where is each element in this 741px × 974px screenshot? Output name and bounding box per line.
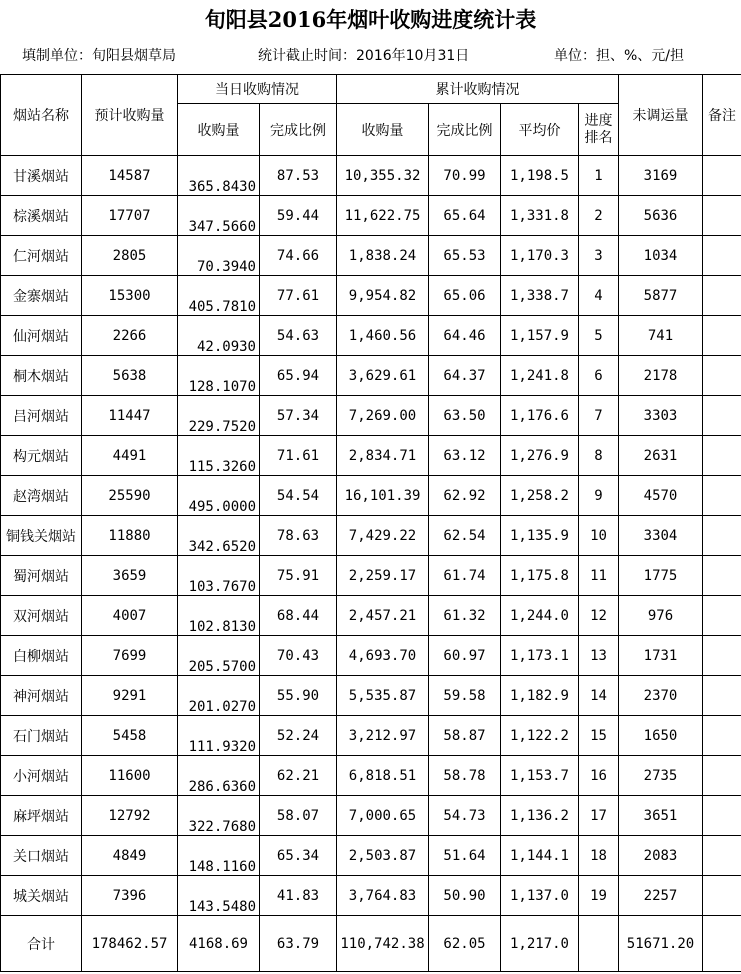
station-name: 蜀河烟站 xyxy=(1,556,82,596)
cumulative-qty: 3,764.83 xyxy=(337,876,429,916)
planned-qty: 2266 xyxy=(82,316,178,356)
daily-rate: 52.24 xyxy=(260,716,337,756)
planned-qty: 2805 xyxy=(82,236,178,276)
cumulative-qty: 1,460.56 xyxy=(337,316,429,356)
daily-qty: 148.1160 xyxy=(178,836,260,876)
planned-qty: 11880 xyxy=(82,516,178,556)
average-price: 1,176.6 xyxy=(501,396,579,436)
cumulative-qty: 6,818.51 xyxy=(337,756,429,796)
progress-rank: 3 xyxy=(579,236,619,276)
station-name: 麻坪烟站 xyxy=(1,796,82,836)
cumulative-rate: 63.50 xyxy=(429,396,501,436)
progress-rank: 7 xyxy=(579,396,619,436)
progress-rank: 12 xyxy=(579,596,619,636)
remark xyxy=(703,356,741,396)
progress-rank: 13 xyxy=(579,636,619,676)
station-name: 城关烟站 xyxy=(1,876,82,916)
table-row xyxy=(1,876,741,916)
table-row xyxy=(1,556,741,596)
planned-qty: 11600 xyxy=(82,756,178,796)
cumulative-rate: 51.64 xyxy=(429,836,501,876)
remark xyxy=(703,476,741,516)
daily-qty: 115.3260 xyxy=(178,436,260,476)
daily-qty: 42.0930 xyxy=(178,316,260,356)
daily-rate: 74.66 xyxy=(260,236,337,276)
untransported-qty: 5636 xyxy=(619,196,703,236)
average-price: 1,175.8 xyxy=(501,556,579,596)
total-cumulative-qty: 110,742.38 xyxy=(337,916,429,972)
average-price: 1,182.9 xyxy=(501,676,579,716)
table-row xyxy=(1,156,741,196)
total-station-name: 合计 xyxy=(1,916,82,972)
station-name: 石门烟站 xyxy=(1,716,82,756)
daily-rate: 57.34 xyxy=(260,396,337,436)
cumulative-qty: 5,535.87 xyxy=(337,676,429,716)
cumulative-rate: 64.46 xyxy=(429,316,501,356)
progress-rank: 15 xyxy=(579,716,619,756)
cumulative-qty: 7,429.22 xyxy=(337,516,429,556)
cumulative-rate: 65.53 xyxy=(429,236,501,276)
average-price: 1,135.9 xyxy=(501,516,579,556)
progress-rank: 10 xyxy=(579,516,619,556)
cumulative-rate: 61.74 xyxy=(429,556,501,596)
progress-rank: 6 xyxy=(579,356,619,396)
header-cumulative-group: 累计收购情况 xyxy=(337,75,619,104)
daily-qty: 322.7680 xyxy=(178,796,260,836)
table-row xyxy=(1,236,741,276)
average-price: 1,137.0 xyxy=(501,876,579,916)
cumulative-rate: 63.12 xyxy=(429,436,501,476)
daily-qty: 405.7810 xyxy=(178,276,260,316)
cumulative-qty: 7,000.65 xyxy=(337,796,429,836)
total-average-price: 1,217.0 xyxy=(501,916,579,972)
purchase-progress-table xyxy=(0,74,741,972)
daily-rate: 78.63 xyxy=(260,516,337,556)
remark xyxy=(703,876,741,916)
cumulative-rate: 65.06 xyxy=(429,276,501,316)
cumulative-rate: 58.87 xyxy=(429,716,501,756)
daily-rate: 58.07 xyxy=(260,796,337,836)
untransported-qty: 2370 xyxy=(619,676,703,716)
remark xyxy=(703,716,741,756)
daily-qty: 286.6360 xyxy=(178,756,260,796)
total-planned-qty: 178462.57 xyxy=(82,916,178,972)
cumulative-rate: 62.54 xyxy=(429,516,501,556)
header-rank: 进度排名 xyxy=(579,104,619,156)
planned-qty: 15300 xyxy=(82,276,178,316)
table-row xyxy=(1,756,741,796)
table-row xyxy=(1,436,741,476)
cumulative-qty: 2,457.21 xyxy=(337,596,429,636)
daily-qty: 342.6520 xyxy=(178,516,260,556)
daily-rate: 70.43 xyxy=(260,636,337,676)
cumulative-rate: 50.90 xyxy=(429,876,501,916)
cumulative-qty: 16,101.39 xyxy=(337,476,429,516)
total-daily-rate: 63.79 xyxy=(260,916,337,972)
header-remark: 备注 xyxy=(703,75,741,156)
cumulative-qty: 3,212.97 xyxy=(337,716,429,756)
remark xyxy=(703,596,741,636)
progress-rank: 11 xyxy=(579,556,619,596)
cumulative-qty: 10,355.32 xyxy=(337,156,429,196)
daily-qty: 143.5480 xyxy=(178,876,260,916)
planned-qty: 3659 xyxy=(82,556,178,596)
cumulative-rate: 58.78 xyxy=(429,756,501,796)
average-price: 1,198.5 xyxy=(501,156,579,196)
average-price: 1,173.1 xyxy=(501,636,579,676)
remark xyxy=(703,236,741,276)
daily-rate: 55.90 xyxy=(260,676,337,716)
header-daily-qty: 收购量 xyxy=(178,104,260,156)
table-row xyxy=(1,836,741,876)
untransported-qty: 1775 xyxy=(619,556,703,596)
untransported-qty: 2735 xyxy=(619,756,703,796)
daily-rate: 68.44 xyxy=(260,596,337,636)
remark xyxy=(703,636,741,676)
station-name: 神河烟站 xyxy=(1,676,82,716)
daily-qty: 229.7520 xyxy=(178,396,260,436)
station-name: 铜钱关烟站 xyxy=(1,516,82,556)
total-remark xyxy=(703,916,741,972)
untransported-qty: 3169 xyxy=(619,156,703,196)
daily-qty: 365.8430 xyxy=(178,156,260,196)
untransported-qty: 2083 xyxy=(619,836,703,876)
planned-qty: 11447 xyxy=(82,396,178,436)
untransported-qty: 4570 xyxy=(619,476,703,516)
cumulative-qty: 7,269.00 xyxy=(337,396,429,436)
cumulative-rate: 59.58 xyxy=(429,676,501,716)
header-untransported: 未调运量 xyxy=(619,75,703,156)
progress-rank: 1 xyxy=(579,156,619,196)
progress-rank: 9 xyxy=(579,476,619,516)
station-name: 金寨烟站 xyxy=(1,276,82,316)
cumulative-rate: 70.99 xyxy=(429,156,501,196)
cumulative-qty: 2,259.17 xyxy=(337,556,429,596)
daily-qty: 495.0000 xyxy=(178,476,260,516)
daily-qty: 103.7670 xyxy=(178,556,260,596)
untransported-qty: 5877 xyxy=(619,276,703,316)
progress-rank: 4 xyxy=(579,276,619,316)
table-row xyxy=(1,716,741,756)
daily-rate: 87.53 xyxy=(260,156,337,196)
table-row xyxy=(1,516,741,556)
planned-qty: 5458 xyxy=(82,716,178,756)
daily-qty: 111.9320 xyxy=(178,716,260,756)
remark xyxy=(703,276,741,316)
station-name: 吕河烟站 xyxy=(1,396,82,436)
header-row-1 xyxy=(1,75,741,104)
cumulative-qty: 9,954.82 xyxy=(337,276,429,316)
table-row xyxy=(1,636,741,676)
daily-qty: 70.3940 xyxy=(178,236,260,276)
table-row xyxy=(1,356,741,396)
cumulative-qty: 1,838.24 xyxy=(337,236,429,276)
progress-rank: 14 xyxy=(579,676,619,716)
table-row xyxy=(1,316,741,356)
average-price: 1,241.8 xyxy=(501,356,579,396)
untransported-qty: 2257 xyxy=(619,876,703,916)
daily-rate: 65.94 xyxy=(260,356,337,396)
progress-rank: 18 xyxy=(579,836,619,876)
untransported-qty: 1650 xyxy=(619,716,703,756)
station-name: 关口烟站 xyxy=(1,836,82,876)
untransported-qty: 3651 xyxy=(619,796,703,836)
station-name: 构元烟站 xyxy=(1,436,82,476)
progress-rank: 17 xyxy=(579,796,619,836)
station-name: 甘溪烟站 xyxy=(1,156,82,196)
average-price: 1,144.1 xyxy=(501,836,579,876)
station-name: 小河烟站 xyxy=(1,756,82,796)
total-daily-qty: 4168.69 xyxy=(178,916,260,972)
daily-rate: 62.21 xyxy=(260,756,337,796)
planned-qty: 4007 xyxy=(82,596,178,636)
reporting-unit: 填制单位：旬阳县烟草局 xyxy=(22,48,176,64)
average-price: 1,122.2 xyxy=(501,716,579,756)
planned-qty: 17707 xyxy=(82,196,178,236)
planned-qty: 4491 xyxy=(82,436,178,476)
daily-rate: 54.63 xyxy=(260,316,337,356)
cutoff-date: 统计截止时间：2016年10月31日 xyxy=(258,48,470,64)
planned-qty: 14587 xyxy=(82,156,178,196)
remark xyxy=(703,396,741,436)
remark xyxy=(703,196,741,236)
header-daily-group: 当日收购情况 xyxy=(178,75,337,104)
average-price: 1,153.7 xyxy=(501,756,579,796)
average-price: 1,157.9 xyxy=(501,316,579,356)
average-price: 1,276.9 xyxy=(501,436,579,476)
planned-qty: 12792 xyxy=(82,796,178,836)
cumulative-rate: 62.92 xyxy=(429,476,501,516)
untransported-qty: 1034 xyxy=(619,236,703,276)
untransported-qty: 976 xyxy=(619,596,703,636)
progress-rank: 8 xyxy=(579,436,619,476)
table-row xyxy=(1,396,741,436)
cumulative-qty: 2,834.71 xyxy=(337,436,429,476)
untransported-qty: 3304 xyxy=(619,516,703,556)
header-daily-rate: 完成比例 xyxy=(260,104,337,156)
cumulative-qty: 4,693.70 xyxy=(337,636,429,676)
cumulative-qty: 11,622.75 xyxy=(337,196,429,236)
daily-rate: 41.83 xyxy=(260,876,337,916)
daily-rate: 65.34 xyxy=(260,836,337,876)
remark xyxy=(703,836,741,876)
remark xyxy=(703,516,741,556)
table-row xyxy=(1,476,741,516)
total-progress-rank xyxy=(579,916,619,972)
units-note: 单位：担、%、元/担 xyxy=(554,48,685,64)
planned-qty: 4849 xyxy=(82,836,178,876)
progress-rank: 2 xyxy=(579,196,619,236)
average-price: 1,170.3 xyxy=(501,236,579,276)
daily-qty: 128.1070 xyxy=(178,356,260,396)
header-cum-qty: 收购量 xyxy=(337,104,429,156)
planned-qty: 25590 xyxy=(82,476,178,516)
untransported-qty: 2631 xyxy=(619,436,703,476)
average-price: 1,338.7 xyxy=(501,276,579,316)
cumulative-qty: 3,629.61 xyxy=(337,356,429,396)
average-price: 1,136.2 xyxy=(501,796,579,836)
planned-qty: 5638 xyxy=(82,356,178,396)
remark xyxy=(703,676,741,716)
planned-qty: 7396 xyxy=(82,876,178,916)
planned-qty: 9291 xyxy=(82,676,178,716)
station-name: 双河烟站 xyxy=(1,596,82,636)
cumulative-rate: 61.32 xyxy=(429,596,501,636)
cumulative-rate: 60.97 xyxy=(429,636,501,676)
daily-qty: 347.5660 xyxy=(178,196,260,236)
station-name: 赵湾烟站 xyxy=(1,476,82,516)
daily-rate: 77.61 xyxy=(260,276,337,316)
header-station: 烟站名称 xyxy=(1,75,82,156)
daily-qty: 201.0270 xyxy=(178,676,260,716)
page-title: 旬阳县2016年烟叶收购进度统计表 xyxy=(204,7,537,32)
station-name: 仁河烟站 xyxy=(1,236,82,276)
total-row xyxy=(1,916,741,972)
table-row xyxy=(1,196,741,236)
remark xyxy=(703,556,741,596)
progress-rank: 5 xyxy=(579,316,619,356)
cumulative-rate: 64.37 xyxy=(429,356,501,396)
table-row xyxy=(1,796,741,836)
daily-rate: 75.91 xyxy=(260,556,337,596)
table-row xyxy=(1,276,741,316)
average-price: 1,331.8 xyxy=(501,196,579,236)
remark xyxy=(703,436,741,476)
station-name: 白柳烟站 xyxy=(1,636,82,676)
daily-qty: 205.5700 xyxy=(178,636,260,676)
station-name: 棕溪烟站 xyxy=(1,196,82,236)
daily-rate: 54.54 xyxy=(260,476,337,516)
untransported-qty: 2178 xyxy=(619,356,703,396)
daily-qty: 102.8130 xyxy=(178,596,260,636)
planned-qty: 7699 xyxy=(82,636,178,676)
remark xyxy=(703,156,741,196)
table-row xyxy=(1,596,741,636)
total-cumulative-rate: 62.05 xyxy=(429,916,501,972)
header-planned: 预计收购量 xyxy=(82,75,178,156)
station-name: 桐木烟站 xyxy=(1,356,82,396)
cumulative-rate: 65.64 xyxy=(429,196,501,236)
table-row xyxy=(1,676,741,716)
untransported-qty: 3303 xyxy=(619,396,703,436)
remark xyxy=(703,316,741,356)
header-cum-rate: 完成比例 xyxy=(429,104,501,156)
total-untransported-qty: 51671.20 xyxy=(619,916,703,972)
daily-rate: 59.44 xyxy=(260,196,337,236)
header-avg-price: 平均价 xyxy=(501,104,579,156)
average-price: 1,244.0 xyxy=(501,596,579,636)
progress-rank: 19 xyxy=(579,876,619,916)
daily-rate: 71.61 xyxy=(260,436,337,476)
cumulative-rate: 54.73 xyxy=(429,796,501,836)
cumulative-qty: 2,503.87 xyxy=(337,836,429,876)
remark xyxy=(703,796,741,836)
average-price: 1,258.2 xyxy=(501,476,579,516)
untransported-qty: 741 xyxy=(619,316,703,356)
untransported-qty: 1731 xyxy=(619,636,703,676)
station-name: 仙河烟站 xyxy=(1,316,82,356)
progress-rank: 16 xyxy=(579,756,619,796)
remark xyxy=(703,756,741,796)
